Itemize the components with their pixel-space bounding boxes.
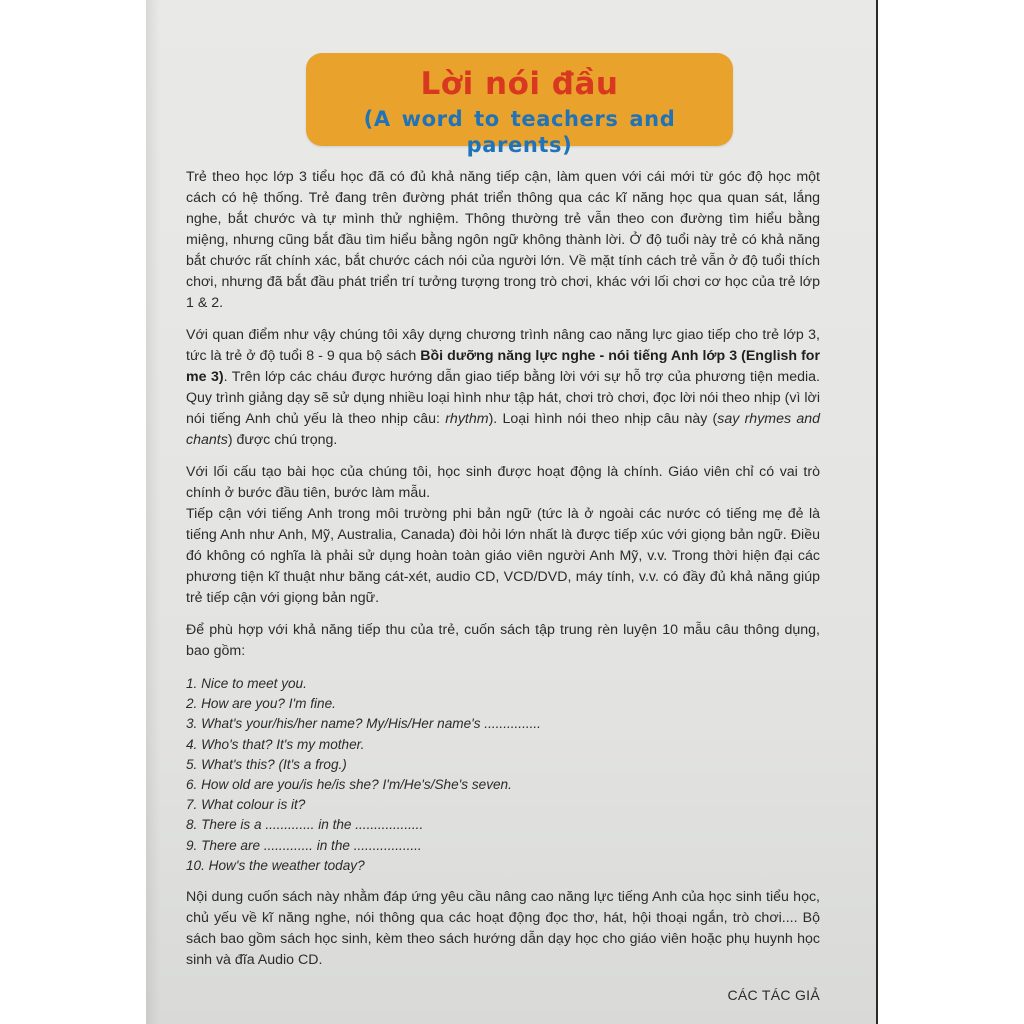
- sentence-pattern-list: [186, 674, 820, 876]
- page-gutter-shadow: [146, 0, 160, 1024]
- paragraph-approach-text: ) được chú trọng.: [227, 432, 338, 448]
- term-rhythm: rhythm: [445, 411, 489, 427]
- list-item: 3. What's your/his/her name? My/His/Her name's ...............: [186, 716, 541, 732]
- paragraph-intro: Trẻ theo học lớp 3 tiểu học đã có đủ khả năng tiếp cận, làm quen với cái mới từ góc độ học một cách có hệ thống. Trẻ đang trên đường phát triển thông qua các kĩ năng học qua quan sát, lắng nghe, bắt chước và tự mình thử nghiệm. Thông thường trẻ vẫn theo con đường tìm hiểu bằng miệng, nhưng cũng bắt đầu tìm hiểu bằng ngôn ngữ không thành lời. Ở độ tuổi này trẻ có khả năng bắt chước rất chính xác, bắt chước cách nói của người lớn. Về mặt tính cách trẻ vẫn ở độ tuổi thích chơi, nhưng đã bắt đầu phát triển trí tưởng tượng trong trò chơi, khác với lối chơi cơ học của trẻ lớp 1 & 2.: [186, 169, 820, 311]
- paragraph-approach-text: . Trên lớp các cháu được hướng dẫn giao tiếp bằng lời với sự hỗ trợ của phương tiện media. Quy trình giảng dạy sẽ sử dụng nhiều loại hình như tập hát, chơi trò chơi, đọc lời nói theo nhịp (vì lời nói tiếng Anh chủ yếu là theo nhịp câu:: [186, 369, 821, 427]
- paragraph-approach-text: Với quan điểm như vậy chúng tôi xây dựng chương trình nâng cao năng lực giao tiếp cho trẻ lớp 3, tức là trẻ ở độ tuổi 8 - 9 qua bộ sách: [186, 327, 820, 364]
- paragraph-native-exposure: Tiếp cận với tiếng Anh trong môi trường phi bản ngữ (tức là ở ngoài các nước có tiếng mẹ đẻ là tiếng Anh như Anh, Mỹ, Australia, Canada) đòi hỏi lớn nhất là được tiếp xúc với giọng bản ngữ. Điều đó không có nghĩa là phải sử dụng hoàn toàn giáo viên người Anh Mỹ, v.v. Trong thời hiện đại các phương tiện kĩ thuật như băng cát-xét, audio CD, VCD/DVD, máy tính, v.v. có đầy đủ khả năng giúp trẻ tiếp cận với giọng bản ngữ.: [186, 506, 820, 606]
- term-rhymes-chants: say rhymes and chants: [186, 411, 820, 448]
- paragraph-approach: [186, 325, 820, 451]
- document-body: [186, 167, 820, 1006]
- book-page: [146, 0, 878, 1024]
- list-item: 10. How's the weather today?: [186, 857, 365, 873]
- author-signature: CÁC TÁC GIẢ: [727, 987, 820, 1004]
- list-item: 5. What's this? (It's a frog.): [186, 756, 347, 772]
- page-title: Lời nói đầu: [420, 66, 619, 102]
- paragraph-approach-text: ). Loại hình nói theo nhịp câu này (: [488, 411, 718, 427]
- paragraph-lesson-structure: Với lối cấu tạo bài học của chúng tôi, học sinh được hoạt động là chính. Giáo viên chỉ có vai trò chính ở bước đầu tiên, bước làm mẫu.: [186, 464, 820, 501]
- list-item: 7. What colour is it?: [186, 797, 306, 813]
- paragraph-book-content: Nội dung cuốn sách này nhằm đáp ứng yêu cầu nâng cao năng lực tiếng Anh của học sinh tiểu học, chủ yếu về kĩ năng nghe, nói thông qua các hoạt động đọc thơ, hát, hội thoại ngắn, trò chơi.... Bộ sách bao gồm sách học sinh, kèm theo sách hướng dẫn dạy học cho giáo viên hoặc phụ huynh học sinh và đĩa Audio CD.: [186, 889, 820, 969]
- page-subtitle: (A word to teachers and parents): [363, 107, 676, 157]
- paragraph-patterns-intro: Để phù hợp với khả năng tiếp thu của trẻ, cuốn sách tập trung rèn luyện 10 mẫu câu thông dụng, bao gồm:: [186, 622, 820, 659]
- list-item: 9. There are ............. in the ..................: [186, 837, 422, 853]
- title-banner: [306, 53, 733, 157]
- list-item: 1. Nice to meet you.: [186, 676, 307, 691]
- list-item: 2. How are you? I'm fine.: [186, 696, 336, 712]
- book-title-bold: Bồi dưỡng năng lực nghe - nói tiếng Anh lớp 3 (English for me 3): [186, 348, 820, 385]
- list-item: 8. There is a ............. in the ..................: [186, 817, 424, 833]
- list-item: 6. How old are you/is he/is she? I'm/He's/She's seven.: [186, 777, 512, 793]
- list-item: 4. Who's that? It's my mother.: [186, 736, 365, 752]
